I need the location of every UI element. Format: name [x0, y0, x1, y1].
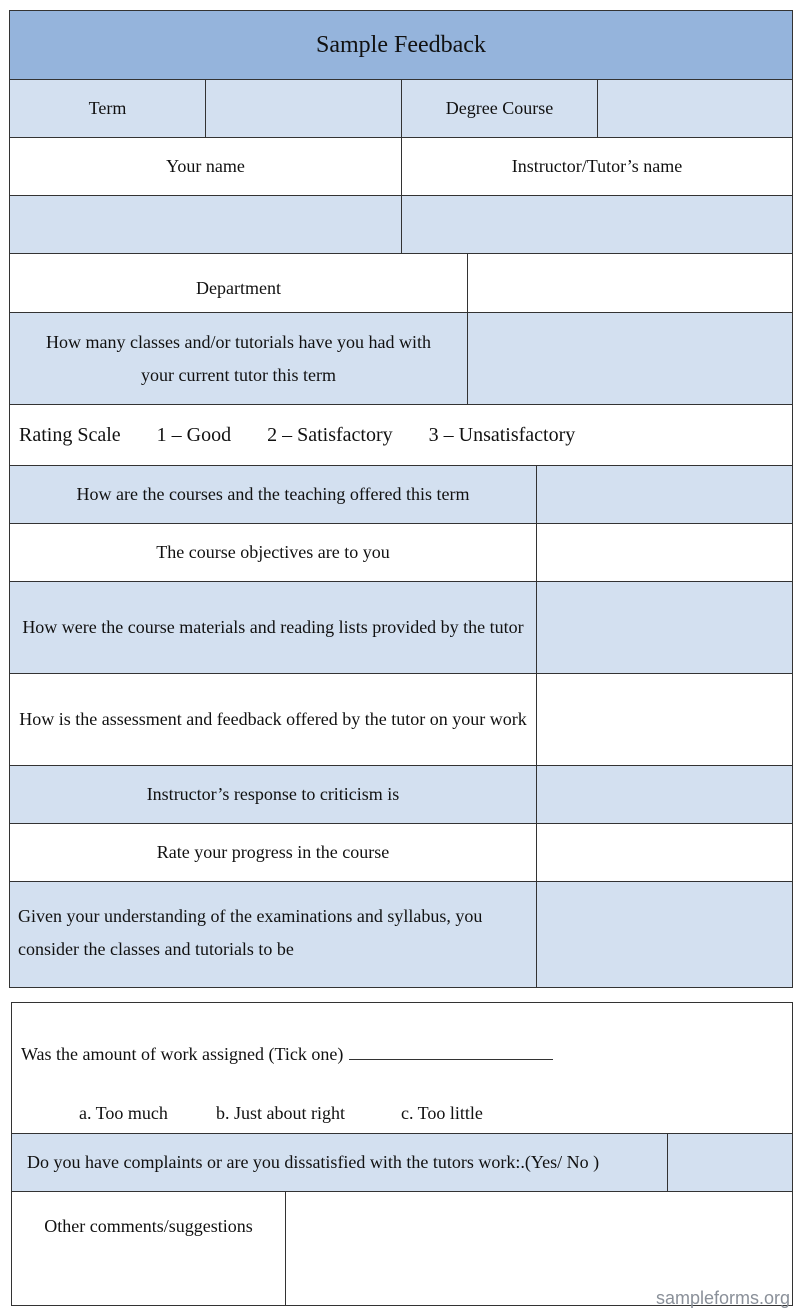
your-name-label-text: Your name	[166, 156, 245, 176]
answer-assessment-feedback[interactable]	[536, 673, 793, 766]
degree-course-label-text: Degree Course	[445, 98, 554, 118]
question-text: How is the assessment and feedback offered by the tutor on your work	[19, 709, 527, 729]
degree-course-input[interactable]	[597, 79, 793, 138]
complaints-question	[11, 1133, 668, 1192]
term-input[interactable]	[205, 79, 402, 138]
question-course-materials	[9, 581, 537, 674]
answer-examinations-syllabus[interactable]	[536, 881, 793, 988]
question-text: Rate your progress in the course	[156, 842, 390, 862]
question-text: How were the course materials and reading lists provided by the tutor	[22, 617, 524, 637]
question-text: Instructor’s response to criticism is	[146, 784, 400, 804]
instructor-name-label	[401, 137, 793, 196]
comments-label-cell	[11, 1191, 286, 1306]
question-progress	[9, 823, 537, 882]
rating-scale-row	[9, 404, 793, 466]
your-name-input[interactable]	[9, 195, 402, 254]
question-text: The course objectives are to you	[156, 542, 390, 562]
question-response-criticism	[9, 765, 537, 824]
department-label-text: Department	[196, 277, 281, 298]
workload-section	[11, 1002, 793, 1134]
term-label-text: Term	[88, 98, 127, 118]
classes-answer-input[interactable]	[467, 312, 793, 405]
classes-question	[9, 312, 468, 405]
question-courses-teaching	[9, 465, 537, 524]
rating-scale-label: Rating Scale	[19, 423, 121, 446]
question-assessment-feedback	[9, 673, 537, 766]
form-title	[9, 10, 793, 80]
complaints-question-text: Do you have complaints or are you dissatisfied with the tutors work:.(Yes/ No )	[27, 1152, 600, 1172]
workload-question-text: Was the amount of work assigned (Tick one)	[21, 1044, 344, 1064]
workload-question	[21, 1038, 553, 1071]
comments-label-text: Other comments/suggestions	[44, 1216, 253, 1236]
answer-course-materials[interactable]	[536, 581, 793, 674]
degree-course-label	[401, 79, 598, 138]
rating-option-unsatisfactory: 3 – Unsatisfactory	[428, 423, 576, 446]
workload-option-too-little[interactable]: c. Too little	[401, 1103, 483, 1123]
answer-course-objectives[interactable]	[536, 523, 793, 582]
form-title-text: Sample Feedback	[316, 31, 486, 58]
your-name-label	[9, 137, 402, 196]
question-examinations-syllabus	[9, 881, 537, 988]
instructor-name-input[interactable]	[401, 195, 793, 254]
answer-courses-teaching[interactable]	[536, 465, 793, 524]
workload-answer-line[interactable]	[349, 1041, 553, 1060]
answer-progress[interactable]	[536, 823, 793, 882]
term-label	[9, 79, 206, 138]
rating-option-good: 1 – Good	[156, 423, 232, 446]
question-course-objectives	[9, 523, 537, 582]
watermark: sampleforms.org	[655, 1288, 790, 1308]
workload-option-just-right[interactable]: b. Just about right	[216, 1103, 345, 1123]
instructor-name-label-text: Instructor/Tutor’s name	[511, 156, 683, 176]
department-label	[9, 253, 468, 313]
answer-response-criticism[interactable]	[536, 765, 793, 824]
classes-question-text: How many classes and/or tutorials have you had with your current tutor this term	[46, 331, 431, 385]
workload-option-too-much[interactable]: a. Too much	[79, 1103, 168, 1123]
rating-option-satisfactory: 2 – Satisfactory	[267, 423, 393, 446]
department-input[interactable]	[467, 253, 793, 313]
complaints-answer-input[interactable]	[667, 1133, 793, 1192]
question-text: Given your understanding of the examinations and syllabus, you consider the classes and tutorials to be	[18, 906, 483, 959]
question-text: How are the courses and the teaching offered this term	[76, 484, 470, 504]
